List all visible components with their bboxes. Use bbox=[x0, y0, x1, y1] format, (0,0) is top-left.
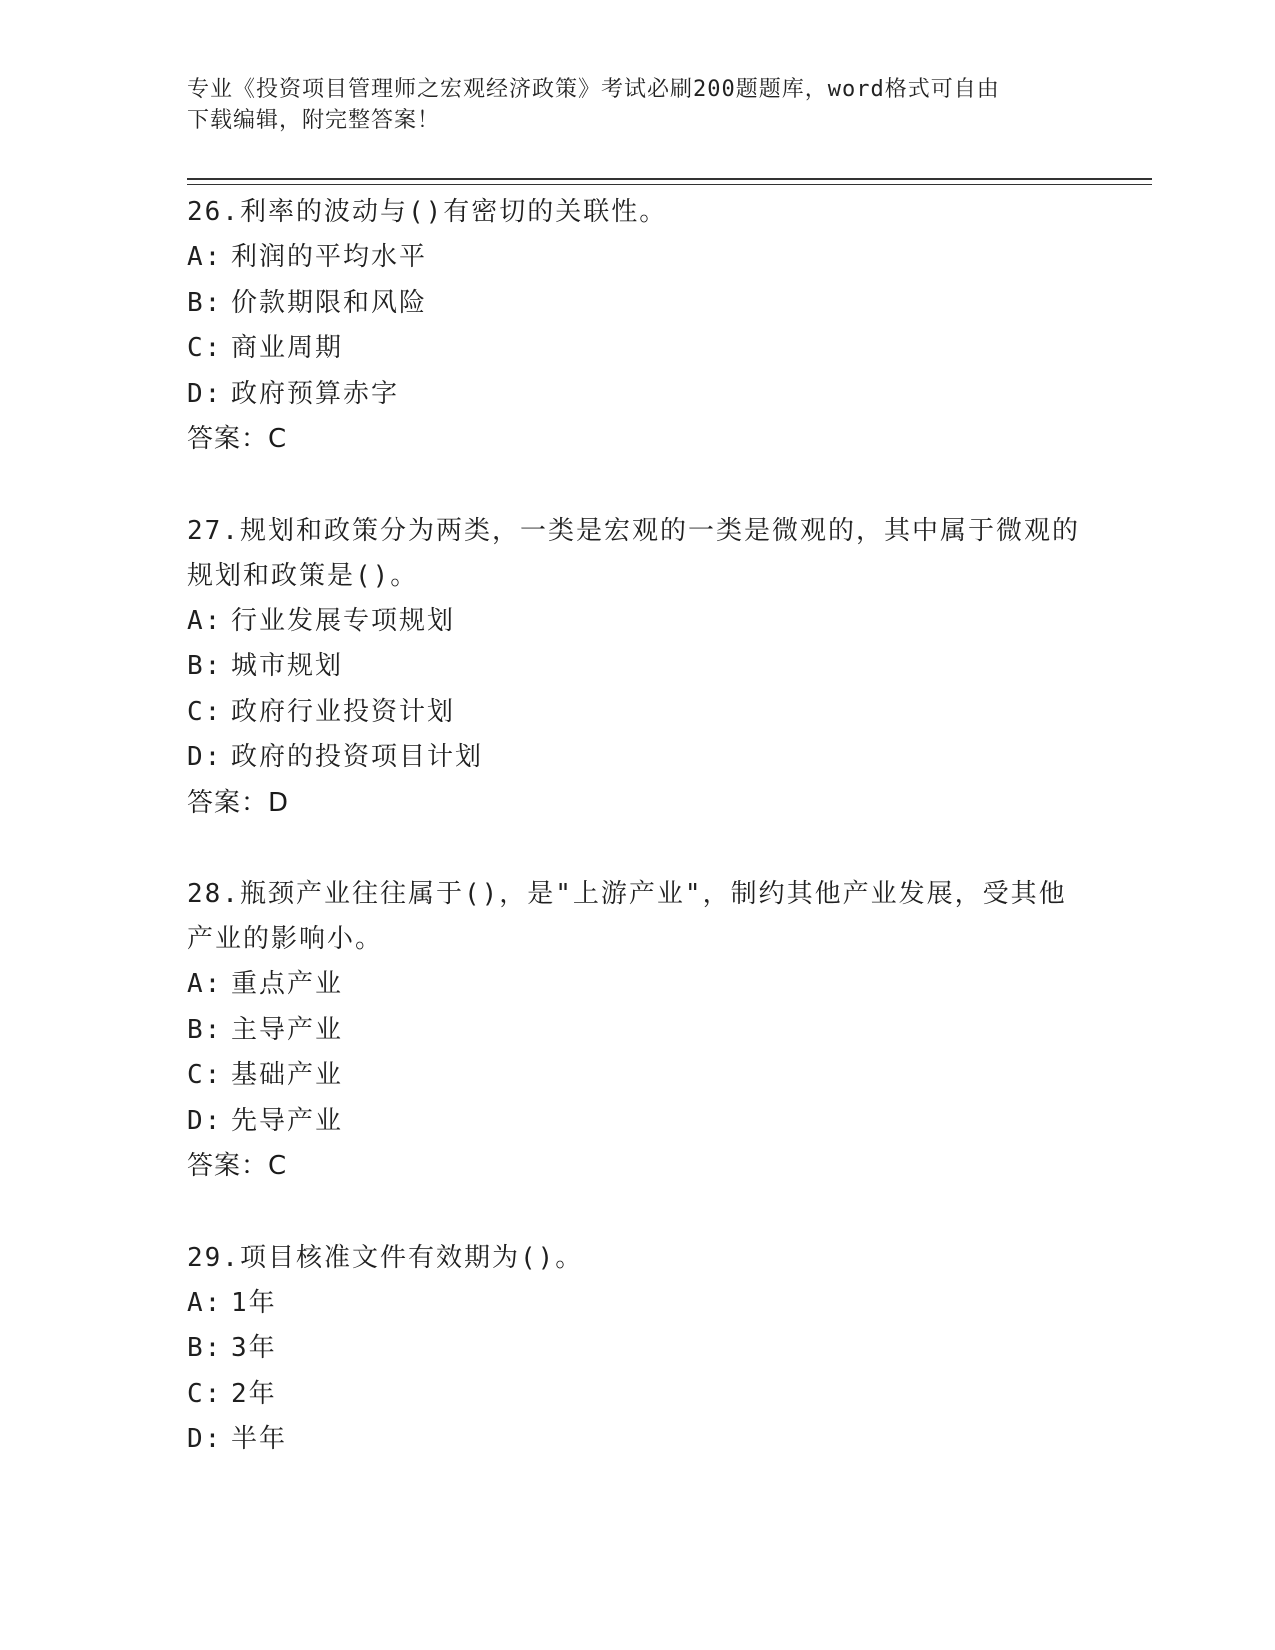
option-d bbox=[187, 1417, 1087, 1463]
question-27 bbox=[187, 509, 1087, 827]
option-a bbox=[187, 962, 1087, 1008]
option-text: 政府预算赤字 bbox=[231, 378, 400, 409]
answer-line: 答案：C bbox=[187, 424, 288, 454]
option-letter: A: bbox=[187, 605, 223, 636]
option-text: 价款期限和风险 bbox=[231, 287, 428, 318]
option-letter: C: bbox=[187, 1060, 223, 1090]
option-text: 3年 bbox=[231, 1333, 277, 1363]
option-text: 2年 bbox=[231, 1378, 277, 1409]
option-letter: D: bbox=[187, 378, 223, 409]
question-stem: 29.项目核准文件有效期为()。 bbox=[187, 1242, 584, 1273]
option-letter: D: bbox=[187, 1105, 223, 1136]
option-c bbox=[187, 326, 1087, 372]
option-text: 半年 bbox=[231, 1424, 288, 1454]
option-b bbox=[187, 1326, 1087, 1372]
option-d bbox=[187, 735, 1087, 781]
option-letter: A: bbox=[187, 969, 223, 999]
option-letter: B: bbox=[187, 1014, 223, 1045]
option-b bbox=[187, 1008, 1087, 1054]
header-line-1: 专业《投资项目管理师之宏观经济政策》考试必刷200题题库，word格式可自由 bbox=[187, 77, 1000, 102]
option-a bbox=[187, 1281, 1087, 1327]
option-letter: D: bbox=[187, 742, 223, 772]
question-list bbox=[187, 190, 1087, 1509]
option-c bbox=[187, 690, 1087, 736]
option-letter: B: bbox=[187, 1333, 223, 1363]
option-letter: C: bbox=[187, 696, 223, 727]
header-divider-thin bbox=[187, 184, 1152, 185]
option-text: 政府行业投资计划 bbox=[231, 696, 456, 727]
option-letter: A: bbox=[187, 1287, 223, 1318]
option-letter: C: bbox=[187, 333, 223, 363]
option-letter: D: bbox=[187, 1424, 223, 1454]
question-stem: 26.利率的波动与()有密切的关联性。 bbox=[187, 197, 668, 227]
question-stem: 27.规划和政策分为两类，一类是宏观的一类是微观的，其中属于微观的规划和政策是()。 bbox=[187, 515, 1080, 591]
option-a bbox=[187, 599, 1087, 645]
option-b bbox=[187, 281, 1087, 327]
option-b bbox=[187, 644, 1087, 690]
option-text: 行业发展专项规划 bbox=[231, 605, 456, 636]
option-a bbox=[187, 235, 1087, 281]
option-text: 先导产业 bbox=[231, 1105, 344, 1136]
option-text: 利润的平均水平 bbox=[231, 242, 428, 272]
option-letter: B: bbox=[187, 287, 223, 318]
document-header bbox=[187, 74, 1087, 136]
option-d bbox=[187, 372, 1087, 418]
option-letter: A: bbox=[187, 242, 223, 272]
option-text: 基础产业 bbox=[231, 1060, 344, 1090]
option-text: 政府的投资项目计划 bbox=[231, 742, 484, 772]
option-letter: B: bbox=[187, 651, 223, 681]
answer-line: 答案：C bbox=[187, 1151, 288, 1181]
option-text: 城市规划 bbox=[231, 651, 344, 681]
option-text: 重点产业 bbox=[231, 969, 344, 999]
option-c bbox=[187, 1053, 1087, 1099]
option-text: 商业周期 bbox=[231, 333, 344, 363]
option-d bbox=[187, 1099, 1087, 1145]
option-letter: C: bbox=[187, 1378, 223, 1409]
header-divider-thick bbox=[187, 178, 1152, 180]
question-29 bbox=[187, 1236, 1087, 1463]
option-text: 主导产业 bbox=[231, 1014, 344, 1045]
header-line-2: 下载编辑，附完整答案！ bbox=[187, 108, 441, 133]
question-26 bbox=[187, 190, 1087, 463]
question-28 bbox=[187, 872, 1087, 1190]
answer-line: 答案：D bbox=[187, 787, 290, 818]
question-stem: 28.瓶颈产业往往属于()，是"上游产业"，制约其他产业发展，受其他产业的影响小。 bbox=[187, 879, 1067, 954]
option-c bbox=[187, 1372, 1087, 1418]
option-text: 1年 bbox=[231, 1287, 277, 1318]
